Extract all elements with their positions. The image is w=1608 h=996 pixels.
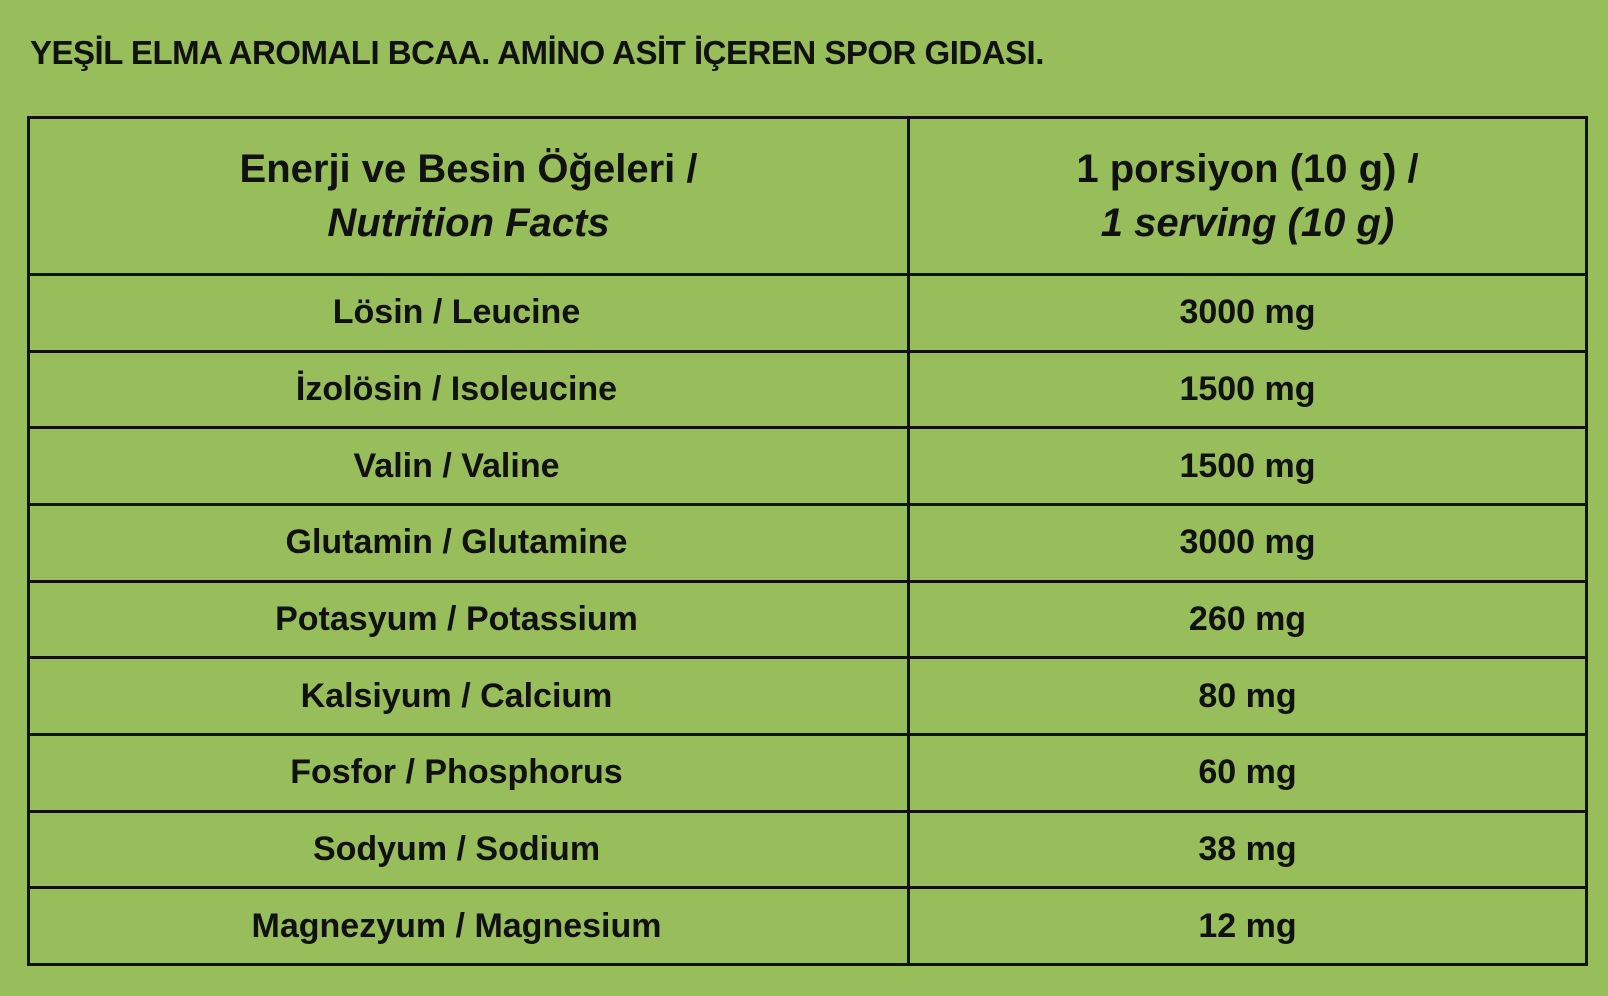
nutrient-name: Kalsiyum / Calcium bbox=[29, 658, 909, 735]
nutrient-name: Lösin / Leucine bbox=[29, 275, 909, 352]
table-row bbox=[29, 811, 1587, 888]
table-row bbox=[29, 888, 1587, 965]
header-serving-label-tr: 1 porsiyon (10 g) / bbox=[1076, 147, 1419, 191]
nutrient-value: 60 mg bbox=[909, 734, 1587, 811]
nutrient-value: 80 mg bbox=[909, 658, 1587, 735]
table-row bbox=[29, 351, 1587, 428]
header-nutrient-label-en: Nutrition Facts bbox=[327, 201, 610, 245]
nutrient-name: Magnezyum / Magnesium bbox=[29, 888, 909, 965]
page-title: YEŞİL ELMA AROMALI BCAA. AMİNO ASİT İÇEREN SPOR GIDASI. bbox=[30, 34, 1044, 71]
table-row bbox=[29, 658, 1587, 735]
nutrient-name: Glutamin / Glutamine bbox=[29, 504, 909, 581]
nutrient-name: Valin / Valine bbox=[29, 428, 909, 505]
nutrient-value: 38 mg bbox=[909, 811, 1587, 888]
nutrient-value: 1500 mg bbox=[909, 351, 1587, 428]
nutrient-value: 3000 mg bbox=[909, 275, 1587, 352]
table-row bbox=[29, 275, 1587, 352]
table-row bbox=[29, 428, 1587, 505]
nutrient-name: İzolösin / Isoleucine bbox=[29, 351, 909, 428]
nutrient-name: Potasyum / Potassium bbox=[29, 581, 909, 658]
nutrient-value: 3000 mg bbox=[909, 504, 1587, 581]
header-nutrient-label-tr: Enerji ve Besin Öğeleri / bbox=[239, 147, 698, 191]
table-row bbox=[29, 504, 1587, 581]
header-serving-label-en: 1 serving (10 g) bbox=[1100, 201, 1395, 245]
table-row bbox=[29, 581, 1587, 658]
nutrition-facts-table bbox=[27, 116, 1588, 966]
nutrient-name: Sodyum / Sodium bbox=[29, 811, 909, 888]
nutrient-value: 12 mg bbox=[909, 888, 1587, 965]
nutrient-value: 260 mg bbox=[909, 581, 1587, 658]
table-row bbox=[29, 734, 1587, 811]
header-nutrient-column bbox=[29, 118, 909, 275]
nutrient-name: Fosfor / Phosphorus bbox=[29, 734, 909, 811]
header-serving-column bbox=[909, 118, 1587, 275]
nutrient-value: 1500 mg bbox=[909, 428, 1587, 505]
table-header-row bbox=[29, 118, 1587, 275]
